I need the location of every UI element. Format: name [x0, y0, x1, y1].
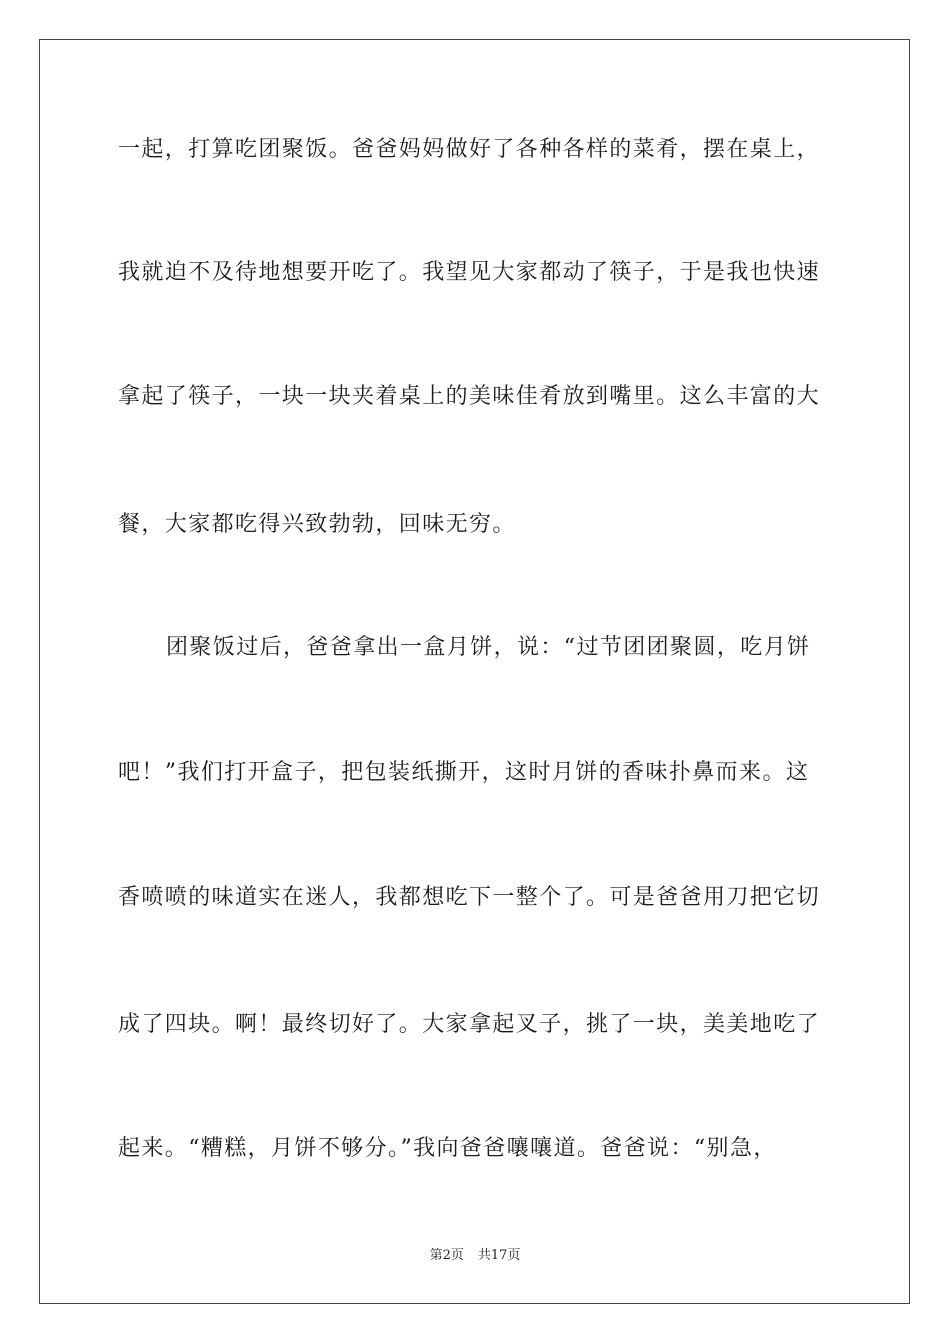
- paragraph-line: 香喷喷的味道实在迷人，我都想吃下一整个了。可是爸爸用刀把它切: [118, 885, 821, 910]
- paragraph-line: 拿起了筷子，一块一块夹着桌上的美味佳肴放到嘴里。这么丰富的大: [118, 384, 821, 409]
- page-total: 共17页: [477, 1248, 521, 1263]
- page-number: 第2页: [429, 1248, 464, 1263]
- paragraph-line: 起来。“糟糕，月饼不够分。”我向爸爸嚷嚷道。爸爸说：“别急，: [118, 1136, 777, 1161]
- paragraph-line: 团聚饭过后，爸爸拿出一盒月饼，说：“过节团团聚圆，吃月饼: [166, 635, 811, 660]
- paragraph-line: 我就迫不及待地想要开吃了。我望见大家都动了筷子，于是我也快速: [118, 260, 821, 285]
- paragraph-line: 成了四块。啊！最终切好了。大家拿起叉子，挑了一块，美美地吃了: [118, 1012, 821, 1037]
- paragraph-line: 吧！”我们打开盒子，把包装纸撕开，这时月饼的香味扑鼻而来。这: [118, 760, 810, 785]
- paragraph-line: 餐，大家都吃得兴致勃勃，回味无穷。: [118, 512, 516, 537]
- paragraph-line: 一起，打算吃团聚饭。爸爸妈妈做好了各种各样的菜肴，摆在桌上，: [118, 137, 821, 162]
- page-footer: [0, 1247, 950, 1265]
- page-frame: [39, 39, 910, 1304]
